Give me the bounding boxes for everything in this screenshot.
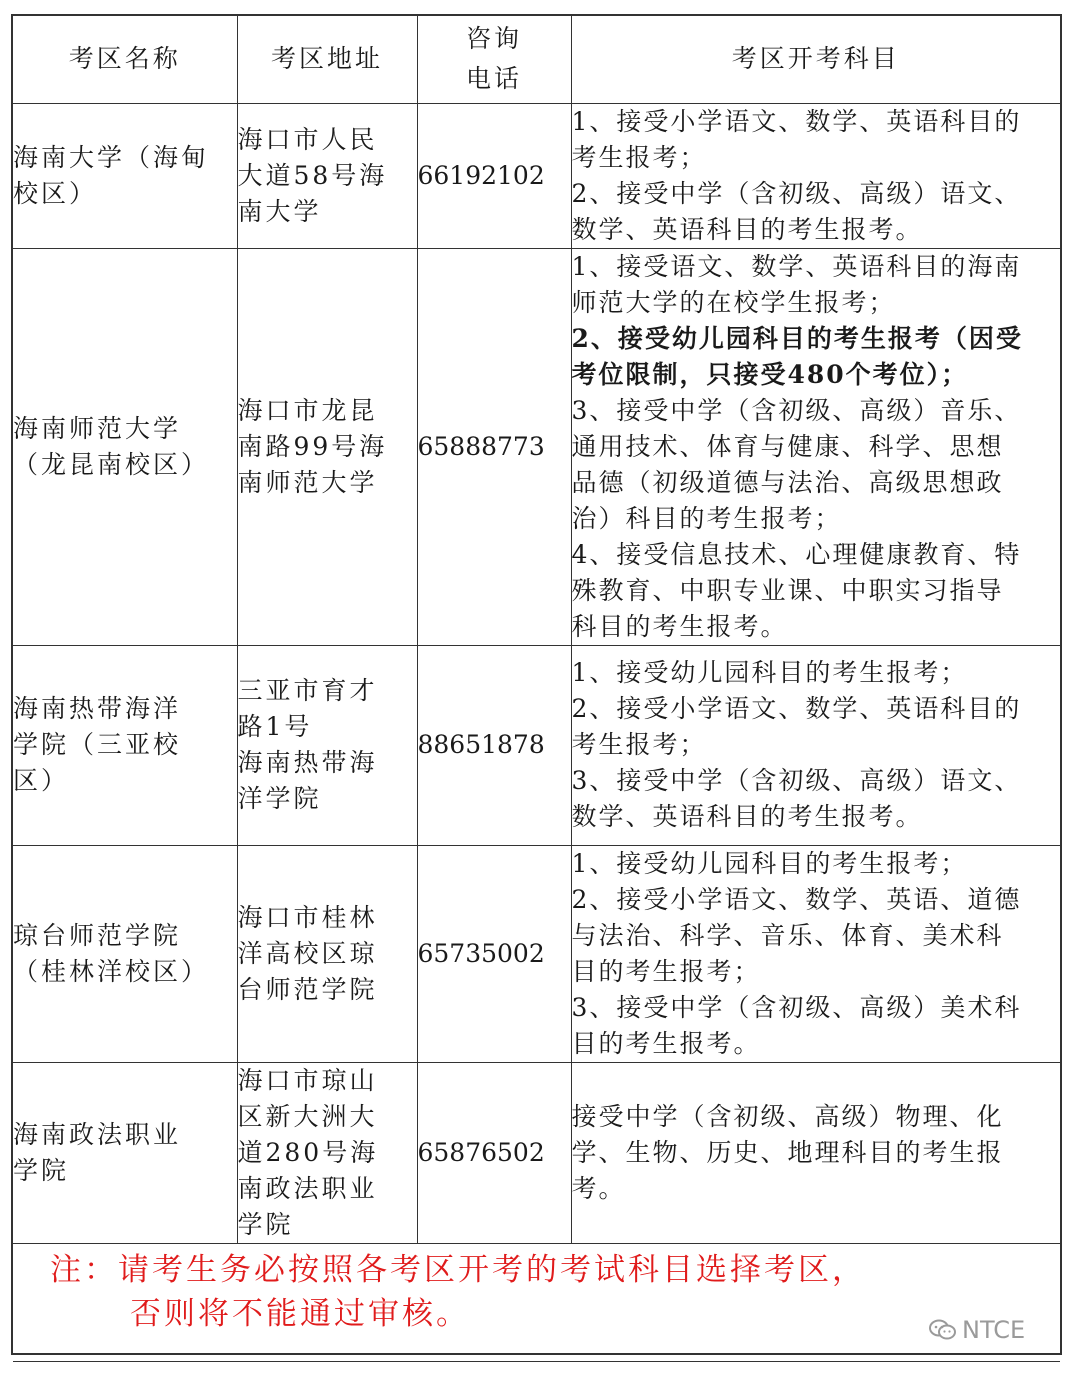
district-name (13, 248, 237, 645)
district-address-line: 学院 (237, 1209, 294, 1239)
district-name-line: 学院（三亚校 (13, 730, 182, 759)
district-address (237, 645, 417, 845)
district-subjects-line: 科目的考生报考。 (571, 611, 788, 641)
district-phone: 66192102 (417, 103, 571, 248)
header-district-name: 考区名称 (13, 16, 237, 103)
district-subjects-line: 2、接受中学（含初级、高级）语文、 (571, 178, 1022, 208)
district-subjects-line: 师范大学的在校学生报考； (571, 287, 896, 317)
note-text (50, 1248, 866, 1336)
district-name-line: 区） (13, 766, 70, 795)
table-row (13, 103, 1060, 248)
district-address-line: 路1号 (237, 712, 313, 741)
district-name (13, 645, 237, 845)
district-subjects-line: 与法治、科学、音乐、体育、美术科 (571, 920, 1004, 950)
district-subjects-line: 数学、英语科目的考生报考。 (571, 214, 923, 244)
district-name-line: 海南热带海洋 (13, 694, 182, 723)
district-phone: 88651878 (417, 645, 571, 845)
district-name-line: 海南政法职业 (13, 1119, 182, 1149)
district-subjects-line: 考。 (571, 1173, 626, 1203)
district-name (13, 1062, 237, 1243)
district-address-line: 南政法职业 (237, 1173, 378, 1203)
note-line-1: 注：请考生务必按照各考区开考的考试科目选择考区， (50, 1252, 866, 1288)
table-row (13, 248, 1060, 645)
district-subjects-line: 目的考生报考。 (571, 1028, 761, 1058)
district-name-line: 琼台师范学院 (13, 920, 182, 950)
exam-district-sheet (11, 14, 1062, 1355)
district-subjects-line: 接受中学（含初级、高级）物理、化 (571, 1101, 1004, 1131)
district-address-line: 海口市桂林 (237, 902, 378, 932)
district-subjects-line: 3、接受中学（含初级、高级）音乐、 (571, 395, 1022, 425)
district-subjects-line: 殊教育、中职专业课、中职实习指导 (571, 575, 1004, 605)
header-district-address: 考区地址 (237, 16, 417, 103)
district-address-line: 海口市琼山 (237, 1065, 378, 1095)
table-row (13, 1062, 1060, 1243)
district-phone: 65735002 (417, 845, 571, 1062)
district-address-line: 台师范学院 (237, 974, 378, 1004)
district-subjects-line: 考生报考； (571, 730, 707, 759)
district-subjects-line: 品德（初级道德与法治、高级思想政 (571, 467, 1004, 497)
header-subjects: 考区开考科目 (571, 16, 1060, 103)
district-address-line: 道280号海 (237, 1137, 379, 1167)
exam-district-table (13, 16, 1060, 1362)
district-name-line: 学院 (13, 1155, 70, 1185)
district-subjects-line: 考生报考； (571, 142, 707, 172)
note-line-2: 否则将不能通过审核。 (130, 1296, 470, 1332)
watermark-text: NTCE (962, 1316, 1026, 1344)
district-address (237, 103, 417, 248)
district-subjects-line: 考位限制，只接受480个考位）； (571, 359, 969, 389)
district-address-line: 海口市龙昆 (237, 395, 378, 425)
district-name (13, 103, 237, 248)
district-subjects (571, 845, 1060, 1062)
district-address-line: 洋高校区琼 (237, 938, 378, 968)
district-subjects-line: 2、接受小学语文、数学、英语、道德 (571, 884, 1022, 914)
district-subjects-line: 2、接受幼儿园科目的考生报考（因受 (571, 323, 1023, 353)
district-subjects-line: 1、接受幼儿园科目的考生报考； (571, 658, 968, 687)
district-address-line: 大道58号海 (237, 160, 388, 190)
district-subjects-line: 通用技术、体育与健康、科学、思想 (571, 431, 1004, 461)
district-subjects-line: 目的考生报考； (571, 956, 761, 986)
district-name-line: 海南大学（海甸 (13, 142, 210, 172)
district-subjects-line: 3、接受中学（含初级、高级）美术科 (571, 992, 1022, 1022)
district-subjects-line: 数学、英语科目的考生报考。 (571, 802, 923, 831)
watermark (928, 1316, 1025, 1344)
district-name-line: （桂林洋校区） (13, 956, 210, 986)
header-phone-line1: 咨询 (465, 24, 522, 54)
district-address-line: 南大学 (237, 196, 322, 226)
district-subjects-line: 4、接受信息技术、心理健康教育、特 (571, 539, 1022, 569)
district-name-line: 海南师范大学 (13, 413, 182, 443)
district-phone: 65876502 (417, 1062, 571, 1243)
district-subjects-line: 3、接受中学（含初级、高级）语文、 (571, 766, 1022, 795)
header-phone (417, 16, 571, 103)
district-address (237, 1062, 417, 1243)
district-subjects (571, 103, 1060, 248)
district-subjects (571, 248, 1060, 645)
district-address-line: 洋学院 (237, 784, 322, 813)
wechat-icon (928, 1318, 958, 1342)
district-subjects-line: 学、生物、历史、地理科目的考生报 (571, 1137, 1004, 1167)
district-address-line: 海口市人民 (237, 124, 378, 154)
district-address (237, 248, 417, 645)
district-subjects (571, 1062, 1060, 1243)
district-address (237, 845, 417, 1062)
district-address-line: 南路99号海 (237, 431, 388, 461)
district-subjects-line: 1、接受小学语文、数学、英语科目的 (571, 106, 1022, 136)
district-phone: 65888773 (417, 248, 571, 645)
district-name (13, 845, 237, 1062)
district-subjects-line: 2、接受小学语文、数学、英语科目的 (571, 694, 1022, 723)
district-subjects-line: 1、接受幼儿园科目的考生报考； (571, 848, 968, 878)
district-subjects (571, 645, 1060, 845)
district-name-line: 校区） (13, 178, 98, 208)
district-address-line: 海南热带海 (237, 748, 378, 777)
district-address-line: 三亚市育才 (237, 676, 378, 705)
table-header-row (13, 16, 1060, 103)
header-phone-line2: 电话 (465, 64, 522, 94)
table-row (13, 845, 1060, 1062)
table-row (13, 645, 1060, 845)
district-address-line: 南师范大学 (237, 467, 378, 497)
district-name-line: （龙昆南校区） (13, 449, 210, 479)
district-address-line: 区新大洲大 (237, 1101, 378, 1131)
district-subjects-line: 1、接受语文、数学、英语科目的海南 (571, 251, 1022, 281)
district-subjects-line: 治）科目的考生报考； (571, 503, 842, 533)
